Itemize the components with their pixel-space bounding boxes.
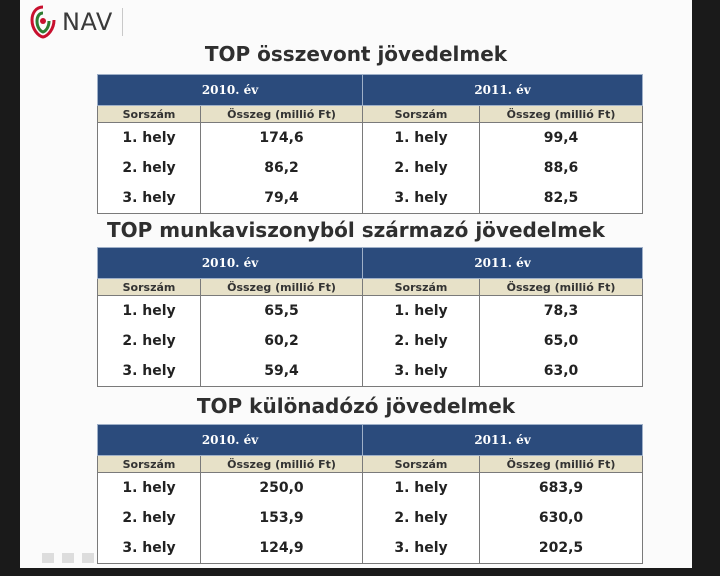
table-row	[98, 153, 643, 183]
amount-cell: 88,6	[480, 153, 643, 183]
rank-cell: 1. hely	[98, 123, 201, 154]
prev-slide-icon[interactable]	[42, 553, 54, 563]
col-header-amount: Összeg (millió Ft)	[480, 279, 643, 296]
amount-cell: 630,0	[480, 503, 643, 533]
rank-cell: 2. hely	[98, 153, 201, 183]
col-header-amount: Összeg (millió Ft)	[480, 456, 643, 473]
table-row	[98, 503, 643, 533]
table-kulonadozo	[97, 424, 643, 564]
col-header-amount: Összeg (millió Ft)	[201, 279, 363, 296]
brand-name: NAV	[62, 8, 113, 36]
rank-cell: 2. hely	[98, 326, 201, 356]
section-title-kulonadozo: TOP különadózó jövedelmek	[196, 394, 516, 418]
col-header-rank: Sorszám	[98, 279, 201, 296]
table-row	[98, 123, 643, 154]
table-row	[98, 533, 643, 564]
amount-cell: 683,9	[480, 473, 643, 504]
table-row	[98, 296, 643, 327]
col-header-amount: Összeg (millió Ft)	[201, 106, 363, 123]
col-header-amount: Összeg (millió Ft)	[201, 456, 363, 473]
table-osszevont	[97, 74, 643, 214]
col-header-rank: Sorszám	[363, 106, 480, 123]
amount-cell: 202,5	[480, 533, 643, 564]
col-header-rank: Sorszám	[98, 106, 201, 123]
amount-cell: 79,4	[201, 183, 363, 214]
slide-controls[interactable]	[42, 553, 94, 563]
amount-cell: 124,9	[201, 533, 363, 564]
rank-cell: 1. hely	[98, 296, 201, 327]
rank-cell: 2. hely	[363, 326, 480, 356]
rank-cell: 2. hely	[363, 153, 480, 183]
rank-cell: 1. hely	[98, 473, 201, 504]
col-header-rank: Sorszám	[98, 456, 201, 473]
table-row	[98, 473, 643, 504]
amount-cell: 99,4	[480, 123, 643, 154]
year-header-2010: 2010. év	[98, 75, 363, 106]
amount-cell: 60,2	[201, 326, 363, 356]
col-header-rank: Sorszám	[363, 456, 480, 473]
rank-cell: 2. hely	[363, 503, 480, 533]
rank-cell: 3. hely	[98, 183, 201, 214]
amount-cell: 65,5	[201, 296, 363, 327]
nav-logo	[30, 4, 113, 40]
table-row	[98, 356, 643, 387]
year-header-2011: 2011. év	[363, 248, 643, 279]
amount-cell: 78,3	[480, 296, 643, 327]
amount-cell: 63,0	[480, 356, 643, 387]
col-header-rank: Sorszám	[363, 279, 480, 296]
year-header-2011: 2011. év	[363, 425, 643, 456]
rank-cell: 1. hely	[363, 473, 480, 504]
rank-cell: 2. hely	[98, 503, 201, 533]
rank-cell: 3. hely	[98, 533, 201, 564]
next-slide-icon[interactable]	[82, 553, 94, 563]
amount-cell: 153,9	[201, 503, 363, 533]
amount-cell: 82,5	[480, 183, 643, 214]
section-title-osszevont: TOP összevont jövedelmek	[204, 42, 508, 66]
amount-cell: 174,6	[201, 123, 363, 154]
year-header-2011: 2011. év	[363, 75, 643, 106]
year-header-2010: 2010. év	[98, 425, 363, 456]
section-title-munkaviszony: TOP munkaviszonyból származó jövedelmek	[107, 218, 605, 242]
amount-cell: 86,2	[201, 153, 363, 183]
rank-cell: 1. hely	[363, 123, 480, 154]
menu-icon[interactable]	[62, 553, 74, 563]
rank-cell: 3. hely	[363, 356, 480, 387]
logo-divider	[122, 8, 123, 36]
rank-cell: 3. hely	[98, 356, 201, 387]
rank-cell: 3. hely	[363, 533, 480, 564]
rank-cell: 1. hely	[363, 296, 480, 327]
amount-cell: 65,0	[480, 326, 643, 356]
year-header-2010: 2010. év	[98, 248, 363, 279]
rank-cell: 3. hely	[363, 183, 480, 214]
table-row	[98, 183, 643, 214]
table-munkaviszony	[97, 247, 643, 387]
col-header-amount: Összeg (millió Ft)	[480, 106, 643, 123]
nav-emblem-icon	[30, 5, 56, 39]
slide	[20, 0, 692, 568]
table-row	[98, 326, 643, 356]
amount-cell: 250,0	[201, 473, 363, 504]
amount-cell: 59,4	[201, 356, 363, 387]
